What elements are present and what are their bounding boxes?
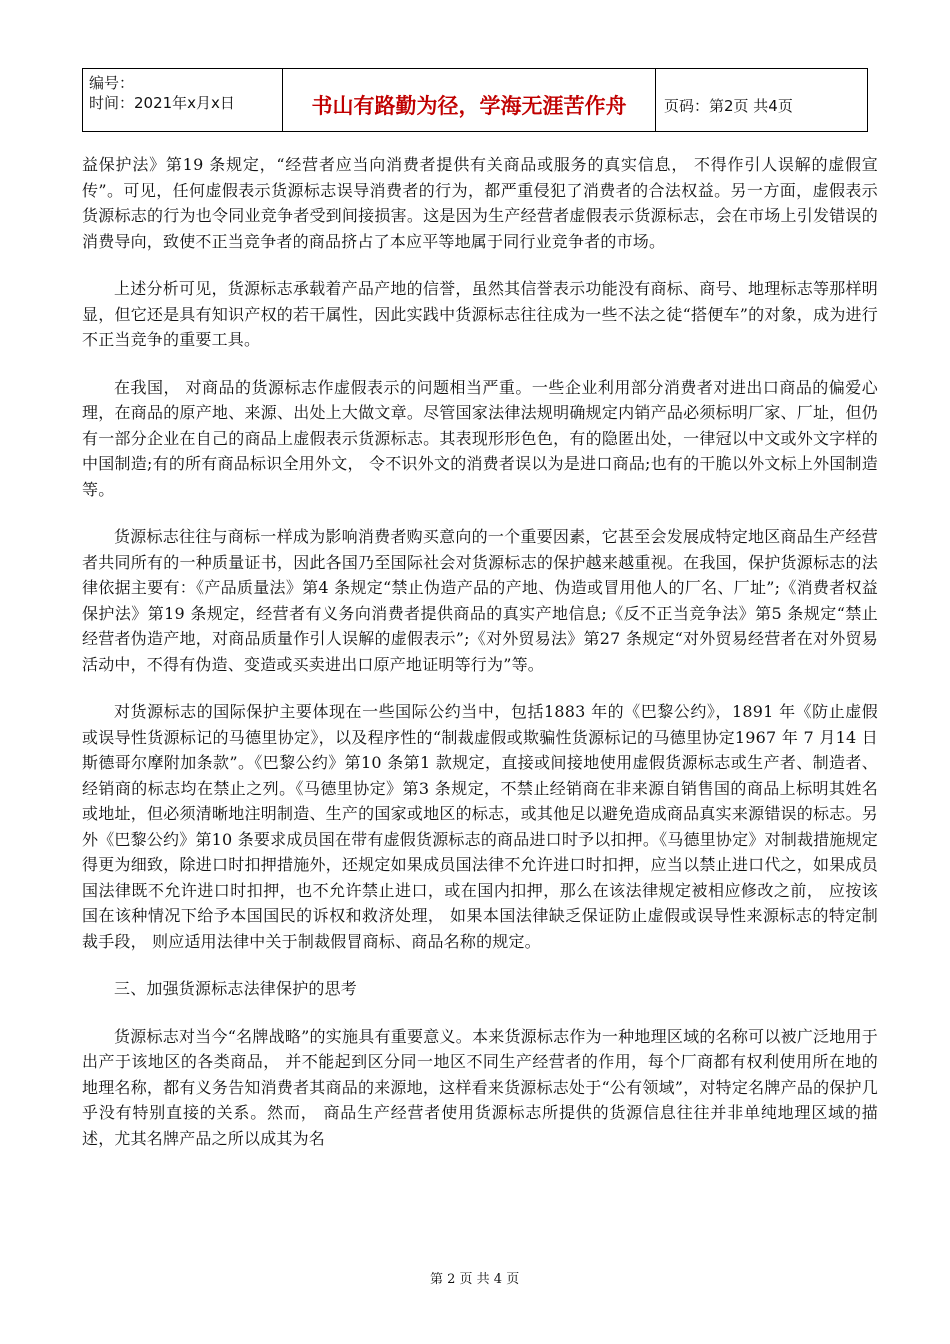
document-body [82,152,878,1151]
header-motto: 书山有路勤为径，学海无涯苦作舟 [283,69,656,131]
paragraph: 上述分析可见，货源标志承载着产品产地的信誉，虽然其信誉表示功能没有商标、商号、地理标志等那样明显，但它还是具有知识产权的若干属性，因此实践中货源标志往往成为一些不法之徒“搭便车”的对象，成为进行不正当竞争的重要工具。 [82,279,878,349]
paragraph-continuation: 益保护法》第19 条规定，“经营者应当向消费者提供有关商品或服务的真实信息， 不得作引人误解的虚假宣传”。可见，任何虚假表示货源标志误导消费者的行为，都严重侵犯了消费者的合法权益。另一方面，虚假表示货源标志的行为也令同业竞争者受到间接损害。这是因为生产经营者虚假表示货源标志，会在市场上引发错误的消费导向，致使不正当竞争者的商品挤占了本应平等地属于同行业竞争者的市场。 [82,155,878,251]
paragraph: 对货源标志的国际保护主要体现在一些国际公约当中，包括1883 年的《巴黎公约》，1891 年《防止虚假或误导性货源标记的马德里协定》，以及程序性的“制裁虚假或欺骗性货源标记的马德里协定1967 年 7 月14 日斯德哥尔摩附加条款”。《巴黎公约》第10 条第1 款规定，直接或间接地使用虚假货源标志或生产者、制造者、经销商的标志均在禁止之列。《马德里协定》第3 条规定，不禁止经销商在非来源自销售国的商品上标明其姓名或地址，但必须清晰地注明制造、生产的国家或地区的标志，或其他足以避免造成商品真实来源错误的标志。另外《巴黎公约》第10 条要求成员国在带有虚假货源标志的商品进口时予以扣押。《马德里协定》对制裁措施规定得更为细致，除进口时扣押措施外，还规定如果成员国法律不允许进口时扣押，应当以禁止进口代之，如果成员国法律既不允许进口时扣押，也不允许禁止进口，或在国内扣押，那么在该法律规定被相应修改之前， 应按该国在该种情况下给予本国国民的诉权和救济处理， 如果本国法律缺乏保证防止虚假或误导性来源标志的特定制裁手段， 则应适用法律中关于制裁假冒商标、商品名称的规定。 [82,702,878,951]
section-heading: 三、加强货源标志法律保护的思考 [114,979,358,998]
header-page-info: 页码：第2页 共4页 [664,96,793,115]
paragraph: 货源标志对当今“名牌战略”的实施具有重要意义。本来货源标志作为一种地理区域的名称可以被广泛地用于出产于该地区的各类商品， 并不能起到区分同一地区不同生产经营者的作用，每个厂商都有权利使用所在地的地理名称，都有义务告知消费者其商品的来源地，这样看来货源标志处于“公有领域”，对特定名牌产品的保护几乎没有特别直接的关系。然而， 商品生产经营者使用货源标志所提供的货源信息往往并非单纯地理区域的描述，尤其名牌产品之所以成其为名 [82,1026,878,1148]
header-meta [83,69,283,131]
document-number-label: 编号： [89,74,135,92]
page-header [82,68,868,132]
page-footer: 第 2 页 共 4 页 [430,1272,520,1287]
paragraph: 在我国， 对商品的货源标志作虚假表示的问题相当严重。一些企业利用部分消费者对进出口商品的偏爱心理，在商品的原产地、来源、出处上大做文章。尽管国家法律法规明确规定内销产品必须标明厂家、厂址，但仍有一部分企业在自己的商品上虚假表示货源标志。其表现形形色色，有的隐匿出处，一律冠以中文或外文字样的中国制造;有的所有商品标识全用外文， 令不识外文的消费者误以为是进口商品;也有的干脆以外文标上外国制造等。 [82,377,878,499]
paragraph: 货源标志往往与商标一样成为影响消费者购买意向的一个重要因素，它甚至会发展成特定地区商品生产经营者共同所有的一种质量证书，因此各国乃至国际社会对货源标志的保护越来越重视。在我国，保护货源标志的法律依据主要有：《产品质量法》第4 条规定“禁止伪造产品的产地、伪造或冒用他人的厂名、厂址”;《消费者权益保护法》第19 条规定，经营者有义务向消费者提供商品的真实产地信息;《反不正当竞争法》第5 条规定“禁止经营者伪造产地，对商品质量作引人误解的虚假表示”;《对外贸易法》第27 条规定“对外贸易经营者在对外贸易活动中，不得有伪造、变造或买卖进出口原产地证明等行为”等。 [82,527,878,674]
document-time-label: 时间：2021年x月x日 [89,94,235,112]
